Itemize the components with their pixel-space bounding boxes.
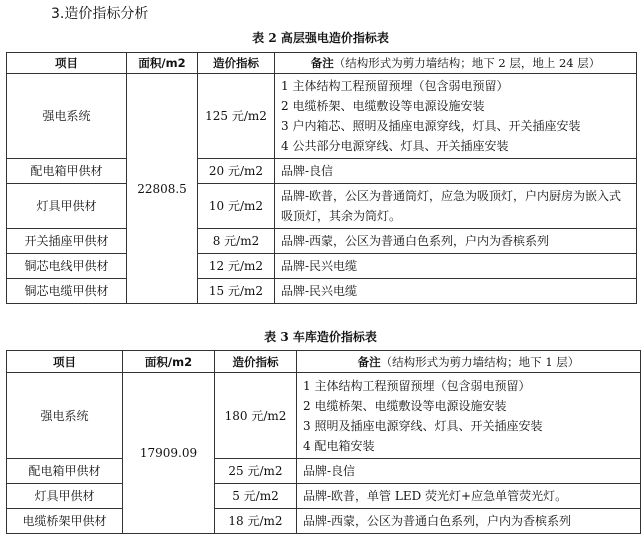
- table-row: [7, 373, 641, 459]
- note-line: 品牌-良信: [303, 464, 356, 478]
- table2-header-item: 项目: [7, 53, 127, 74]
- note-line: 品牌-欧普，公区为普通筒灯，应急为吸顶灯，户内厨房为嵌入式吸顶灯，其余为筒灯。: [281, 189, 622, 223]
- note-line: 品牌-欧普，单管 LED 荧光灯+应急单管荧光灯。: [303, 489, 568, 503]
- table2-header-index: 造价指标: [198, 53, 275, 74]
- row-item: 强电系统: [7, 74, 127, 159]
- table-row: [7, 459, 641, 484]
- table-row: [7, 279, 637, 304]
- table3-header-notes: [297, 351, 641, 373]
- row-notes: [297, 509, 641, 534]
- table-row: [7, 229, 637, 254]
- note-line: 3 照明及插座电源穿线、灯具、开关插座安装: [303, 418, 543, 433]
- table-row: [7, 484, 641, 509]
- note-line: 3 户内箱芯、照明及插座电源穿线，灯具、开关插座安装: [281, 119, 581, 133]
- table3-header-item: 项目: [7, 351, 123, 373]
- row-index: 15 元/m2: [198, 279, 275, 304]
- row-item: 铜芯电线甲供材: [7, 254, 127, 279]
- row-index: 18 元/m2: [215, 509, 297, 534]
- table2-header-row: [7, 53, 637, 74]
- row-item: 电缆桥架甲供材: [7, 509, 123, 534]
- row-item: 配电箱甲供材: [7, 459, 123, 484]
- note-line: 1 主体结构工程预留预埋（包含弱电预留）: [281, 79, 509, 93]
- row-notes: [275, 279, 637, 304]
- table3-area-value: 17909.09: [123, 373, 215, 534]
- table3-header-notes-sub: （结构形式为剪力墙结构；地下 1 层）: [380, 354, 580, 369]
- row-index: 10 元/m2: [198, 184, 275, 229]
- row-index: 12 元/m2: [198, 254, 275, 279]
- note-line: 品牌-良信: [281, 164, 334, 178]
- row-notes: [275, 184, 637, 229]
- row-index: 180 元/m2: [215, 373, 297, 459]
- row-notes: [275, 159, 637, 184]
- row-item: 灯具甲供材: [7, 484, 123, 509]
- row-index: 25 元/m2: [215, 459, 297, 484]
- row-item: 配电箱甲供材: [7, 159, 127, 184]
- note-line: 品牌-民兴电缆: [281, 259, 358, 273]
- table-row: [7, 159, 637, 184]
- table3: [6, 350, 641, 534]
- table3-header-notes-title: 备注: [357, 354, 381, 369]
- table3-header-area: 面积/m2: [123, 351, 215, 373]
- row-item: 铜芯电缆甲供材: [7, 279, 127, 304]
- table3-header-row: [7, 351, 641, 373]
- row-index: 5 元/m2: [215, 484, 297, 509]
- row-index: 125 元/m2: [198, 74, 275, 159]
- note-line: 2 电缆桥架、电缆敷设等电源设施安装: [303, 398, 507, 413]
- row-index: 20 元/m2: [198, 159, 275, 184]
- table2-header-notes: [275, 53, 637, 74]
- row-notes: [297, 459, 641, 484]
- row-notes: [275, 254, 637, 279]
- table3-caption: 表 3 车库造价指标表: [264, 330, 377, 344]
- table2-header-notes-sub: （结构形式为剪力墙结构；地下 2 层，地上 24 层）: [333, 56, 601, 70]
- table2-area-value: 22808.5: [127, 74, 198, 304]
- table3-header-index: 造价指标: [215, 351, 297, 373]
- note-line: 4 公共部分电源穿线、灯具、开关插座安装: [281, 139, 509, 153]
- note-line: 4 配电箱安装: [303, 438, 375, 453]
- table2-header-notes-title: 备注: [310, 56, 334, 70]
- section-heading: 3.造价指标分析: [51, 6, 149, 22]
- row-item: 灯具甲供材: [7, 184, 127, 229]
- note-line: 1 主体结构工程预留预埋（包含弱电预留）: [303, 378, 531, 393]
- table-row: [7, 254, 637, 279]
- note-line: 2 电缆桥架、电缆敷设等电源设施安装: [281, 99, 485, 113]
- table2: [6, 52, 637, 304]
- note-line: 品牌-西蒙，公区为普通白色系列，户内为香槟系列: [303, 514, 572, 528]
- table-row: [7, 74, 637, 159]
- row-index: 8 元/m2: [198, 229, 275, 254]
- note-line: 品牌-西蒙，公区为普通白色系列，户内为香槟系列: [281, 234, 550, 248]
- table2-header-area: 面积/m2: [127, 53, 198, 74]
- table2-caption: 表 2 高层强电造价指标表: [252, 31, 389, 45]
- table-row: [7, 184, 637, 229]
- row-notes: [297, 373, 641, 459]
- row-notes: [275, 74, 637, 159]
- row-item: 强电系统: [7, 373, 123, 459]
- table-row: [7, 509, 641, 534]
- row-notes: [297, 484, 641, 509]
- row-notes: [275, 229, 637, 254]
- note-line: 品牌-民兴电缆: [281, 284, 358, 298]
- row-item: 开关插座甲供材: [7, 229, 127, 254]
